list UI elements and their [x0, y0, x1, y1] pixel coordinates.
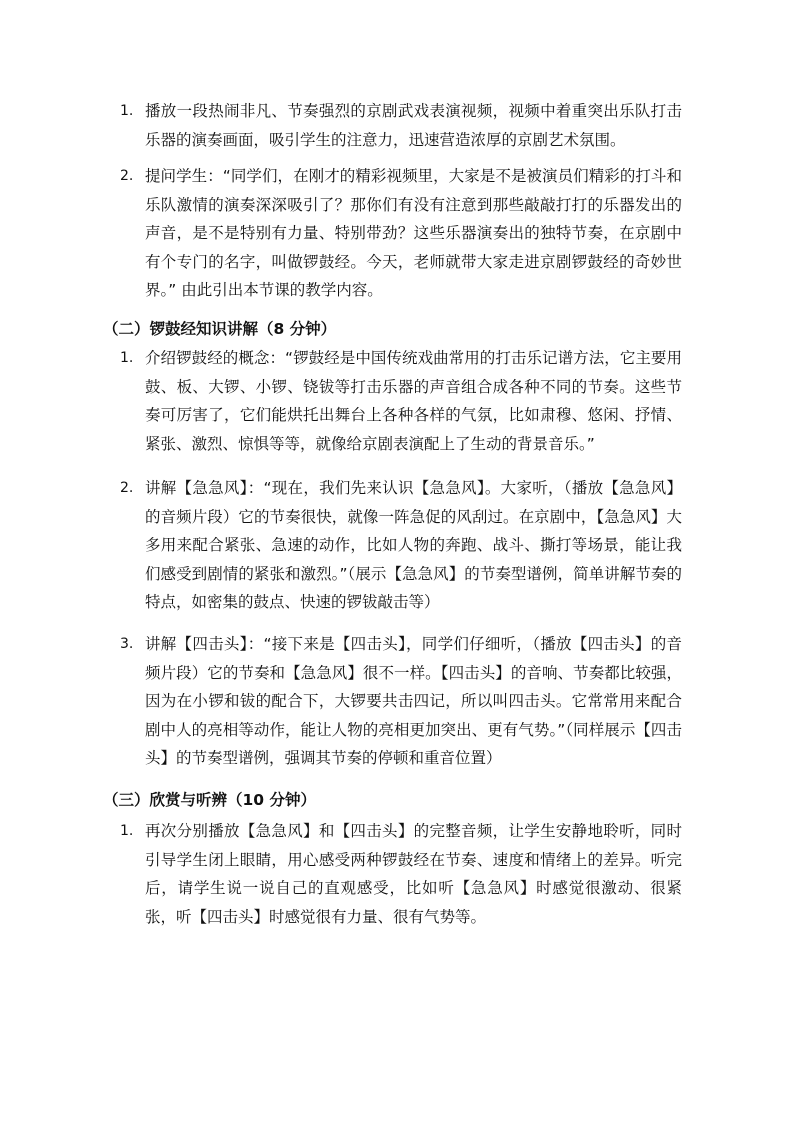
list-item [122, 97, 682, 154]
list-text: 讲解【四击头】：“接下来是【四击头】，同学们仔细听，（播放【四击头】的音频片段）它的节奏和【急急风】很不一样。【四击头】的音响、节奏都比较强，因为在小锣和钹的配合下，大锣要共击四记，所以叫四击头。它常常用来配合剧中人的亮相等动作，能让人物的亮相更加突出、更有气势。”（同样展示【四击头】的节奏型谱例，强调其节奏的停顿和重音位置） [145, 635, 682, 767]
list-item [122, 817, 682, 931]
list-number: 2. [120, 480, 134, 496]
list-text: 介绍锣鼓经的概念：“锣鼓经是中国传统戏曲常用的打击乐记谱方法，它主要用鼓、板、大锣、小锣、铙钹等打击乐器的声音组合成各种不同的节奏。这些节奏可厉害了，它们能烘托出舞台上各种各样的气氛，比如肃穆、悠闲、抒情、紧张、激烈、惊惧等等，就像给京剧表演配上了生动的背景音乐。” [145, 349, 682, 453]
list-item [122, 162, 682, 305]
list-number: 2. [120, 168, 134, 184]
list-number: 1. [120, 350, 134, 366]
section-heading: （二）锣鼓经知识讲解（8 分钟） [103, 320, 337, 338]
list-number: 1. [120, 103, 134, 119]
list-item [122, 630, 682, 773]
list-number: 1. [120, 823, 134, 839]
list-item [122, 474, 682, 617]
list-text: 再次分别播放【急急风】和【四击头】的完整音频，让学生安静地聆听，同时引导学生闭上眼睛，用心感受两种锣鼓经在节奏、速度和情绪上的差异。听完后，请学生说一说自己的直观感受，比如听【急急风】时感觉很激动、很紧张，听【四击头】时感觉很有力量、很有气势等。 [145, 822, 682, 926]
list-text: 提问学生：“同学们，在刚才的精彩视频里，大家是不是被演员们精彩的打斗和乐队激情的演奏深深吸引了？那你们有没有注意到那些敲敲打打的乐器发出的声音，是不是特别有力量、特别带劲？这些乐器演奏出的独特节奏，在京剧中有个专门的名字，叫做锣鼓经。今天，老师就带大家走进京剧锣鼓经的奇妙世界。” 由此引出本节课的教学内容。 [145, 167, 682, 299]
list-item [122, 344, 682, 458]
list-text: 播放一段热闹非凡、节奏强烈的京剧武戏表演视频，视频中着重突出乐队打击乐器的演奏画面，吸引学生的注意力，迅速营造浓厚的京剧艺术氛围。 [145, 102, 682, 149]
list-number: 3. [120, 636, 134, 652]
section-heading: （三）欣赏与听辨（10 分钟） [103, 791, 316, 809]
list-text: 讲解【急急风】：“现在，我们先来认识【急急风】。大家听，（播放【急急风】的音频片段）它的节奏很快，就像一阵急促的风刮过。在京剧中，【急急风】大多用来配合紧张、急速的动作，比如人物的奔跑、战斗、撕打等场景，能让我们感受到剧情的紧张和激烈。”（展示【急急风】的节奏型谱例，简单讲解节奏的特点，如密集的鼓点、快速的锣钹敲击等） [145, 479, 682, 611]
